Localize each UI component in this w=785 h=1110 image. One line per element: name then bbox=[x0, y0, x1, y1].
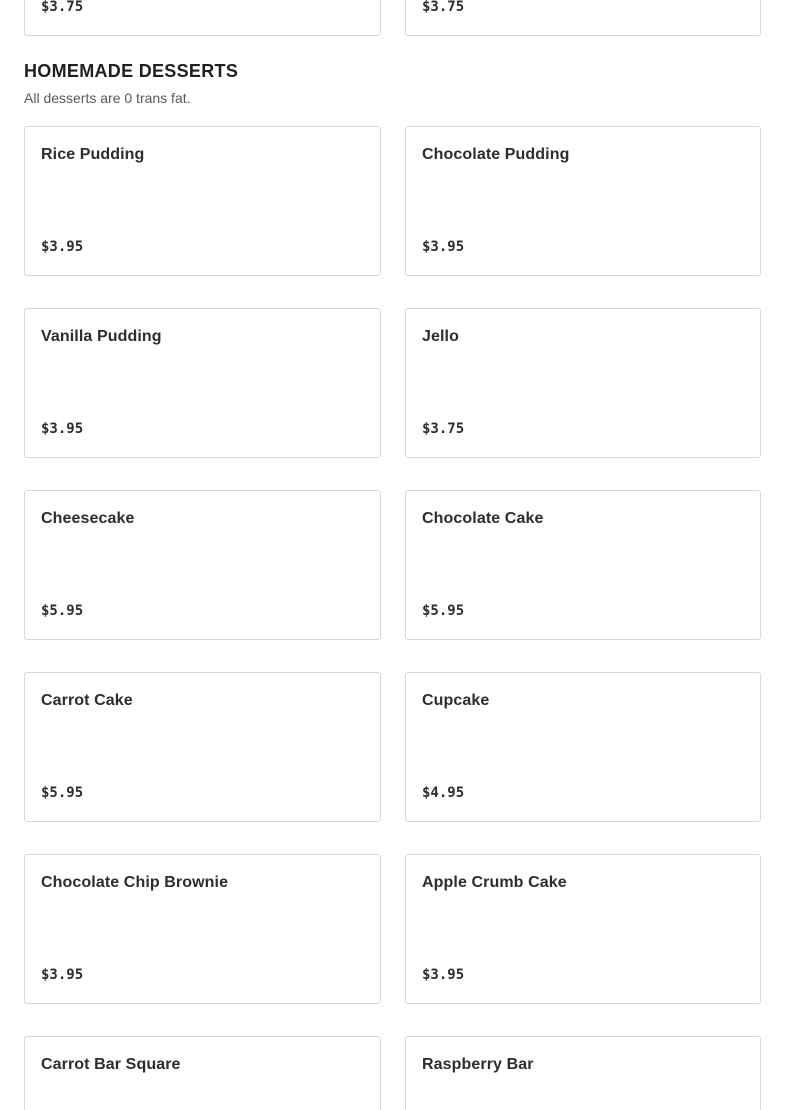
item-name: Chocolate Cake bbox=[422, 510, 544, 527]
item-price: $5.95 bbox=[422, 603, 465, 619]
menu-item-card[interactable] bbox=[24, 308, 381, 458]
item-price: $3.95 bbox=[41, 239, 84, 255]
item-name: Vanilla Pudding bbox=[41, 328, 162, 345]
item-name: Carrot Cake bbox=[41, 692, 133, 709]
item-price: $3.75 bbox=[422, 421, 465, 437]
menu-item-card[interactable] bbox=[405, 854, 761, 1004]
menu-item-card[interactable] bbox=[405, 672, 761, 822]
item-price: $4.95 bbox=[422, 785, 465, 801]
item-price: $3.95 bbox=[41, 967, 84, 983]
item-price: $3.95 bbox=[41, 421, 84, 437]
item-name: Apple Crumb Cake bbox=[422, 874, 567, 891]
item-price: $5.95 bbox=[41, 603, 84, 619]
menu-item-card[interactable] bbox=[24, 1036, 381, 1110]
item-name: Cheesecake bbox=[41, 510, 135, 527]
section-description: All desserts are 0 trans fat. bbox=[24, 90, 191, 106]
menu-item-card[interactable] bbox=[405, 126, 761, 276]
menu-item-card[interactable] bbox=[24, 854, 381, 1004]
menu-item-card[interactable] bbox=[24, 126, 381, 276]
menu-item-card[interactable] bbox=[24, 672, 381, 822]
item-name: Raspberry Bar bbox=[422, 1056, 534, 1073]
menu-item-card[interactable] bbox=[405, 1036, 761, 1110]
item-name: Chocolate Chip Brownie bbox=[41, 874, 229, 891]
item-name: Chocolate Pudding bbox=[422, 146, 570, 163]
menu-item-card[interactable] bbox=[405, 0, 761, 36]
item-name: Cupcake bbox=[422, 692, 490, 709]
menu-item-card[interactable] bbox=[24, 0, 381, 36]
item-price: $3.75 bbox=[422, 0, 465, 15]
item-price: $3.95 bbox=[422, 239, 465, 255]
item-price: $3.95 bbox=[422, 967, 465, 983]
item-name: Carrot Bar Square bbox=[41, 1056, 181, 1073]
menu-item-card[interactable] bbox=[405, 490, 761, 640]
menu-item-card[interactable] bbox=[405, 308, 761, 458]
menu-item-card[interactable] bbox=[24, 490, 381, 640]
item-price: $3.75 bbox=[41, 0, 84, 15]
item-name: Rice Pudding bbox=[41, 146, 145, 163]
item-price: $5.95 bbox=[41, 785, 84, 801]
item-name: Jello bbox=[422, 328, 459, 345]
section-title: HOMEMADE DESSERTS bbox=[24, 61, 239, 81]
